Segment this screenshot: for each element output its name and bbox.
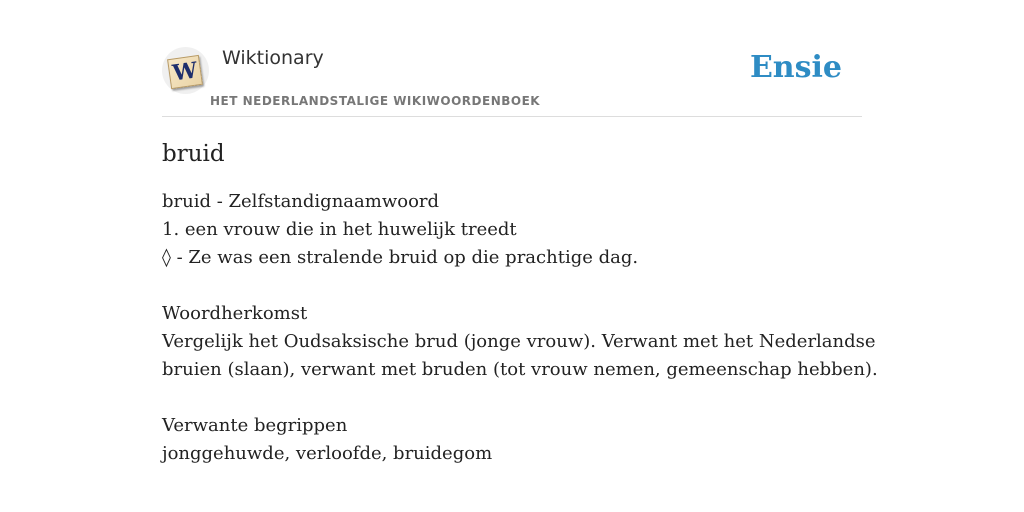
headword-line: bruid - Zelfstandignaamwoord <box>162 191 440 212</box>
etymology-heading: Woordherkomst <box>162 303 308 324</box>
site-name[interactable]: Wiktionary <box>222 47 324 69</box>
site-tagline: HET NEDERLANDSTALIGE WIKIWOORDENBOEK <box>210 94 541 108</box>
related-terms: jonggehuwde, verloofde, bruidegom <box>162 443 493 464</box>
logo-letter: W <box>170 57 200 87</box>
etymology-line: bruien (slaan), verwant met bruden (tot vrouw nemen, gemeenschap hebben). <box>162 359 878 380</box>
ensie-brand-link[interactable]: Ensie <box>749 50 842 85</box>
entry-content <box>162 136 878 468</box>
etymology-line: Vergelijk het Oudsaksische brud (jonge vrouw). Verwant met het Nederlandse <box>162 331 876 352</box>
entry-body <box>162 188 878 468</box>
logo-tile <box>167 55 203 89</box>
wiktionary-logo-icon[interactable] <box>162 47 209 94</box>
example-line: ◊ - Ze was een stralende bruid op die prachtige dag. <box>162 247 639 268</box>
entry-title: bruid <box>162 141 225 167</box>
definition-line: 1. een vrouw die in het huwelijk treedt <box>162 219 517 240</box>
site-header <box>162 44 862 117</box>
spacer <box>162 384 862 412</box>
related-heading: Verwante begrippen <box>162 415 348 436</box>
spacer <box>162 272 862 300</box>
